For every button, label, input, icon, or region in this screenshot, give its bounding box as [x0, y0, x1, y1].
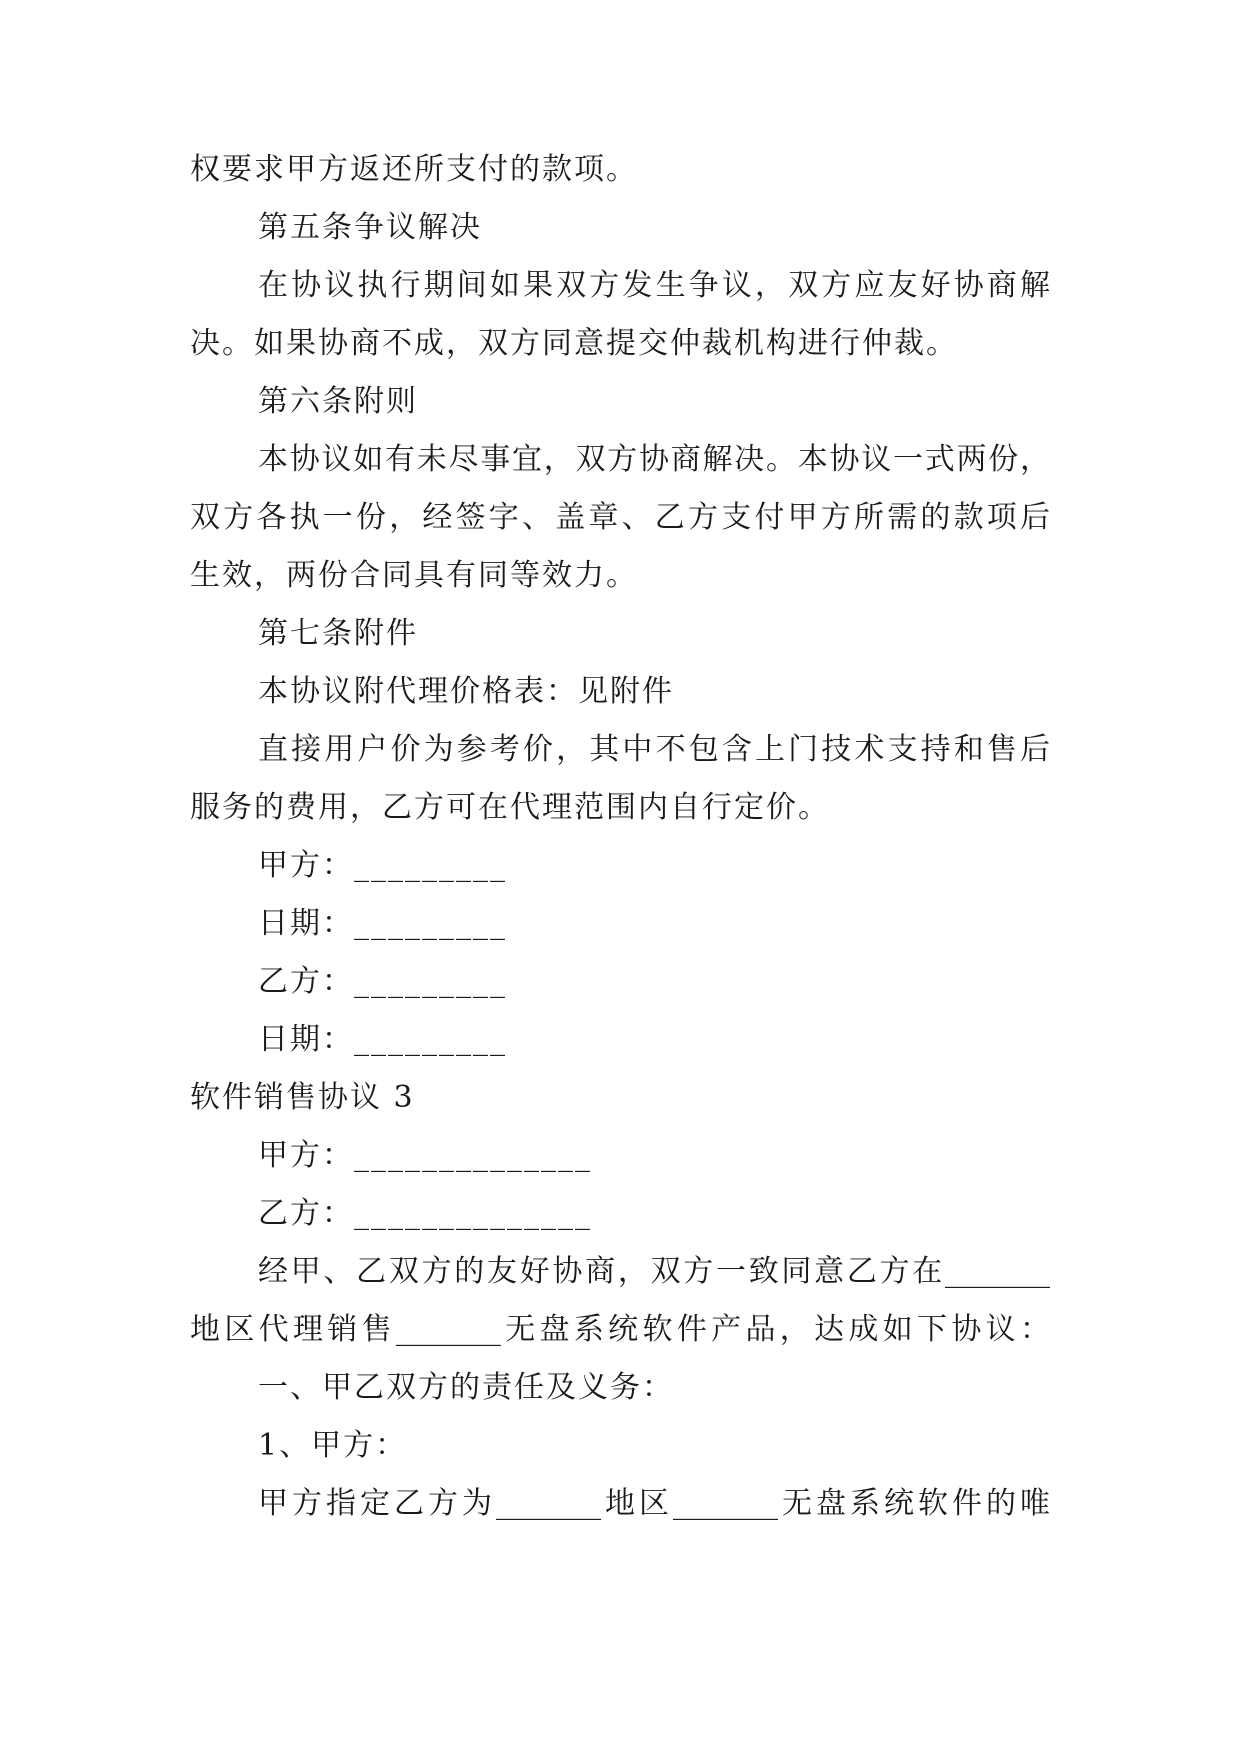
text-line: 地区代理销售_______无盘系统软件产品，达成如下协议： — [190, 1312, 1050, 1347]
text-line: 服务的费用，乙方可在代理范围内自行定价。 — [190, 790, 830, 825]
signature-date-b: 日期：_________ — [258, 1022, 507, 1057]
signature-party-b: 乙方：_________ — [258, 964, 507, 999]
text-line: 经甲、乙双方的友好协商，双方一致同意乙方在_______ — [258, 1254, 1050, 1289]
text-line: 权要求甲方返还所支付的款项。 — [190, 152, 638, 187]
party-a-field: 甲方：______________ — [258, 1138, 592, 1173]
text-line: 在协议执行期间如果双方发生争议，双方应友好协商解 — [258, 268, 1050, 303]
document-title: 软件销售协议 3 — [190, 1080, 415, 1115]
signature-date-a: 日期：_________ — [258, 906, 507, 941]
text-line: 生效，两份合同具有同等效力。 — [190, 558, 638, 593]
section-heading-6: 第六条附则 — [258, 384, 418, 419]
subsection-heading: 1、甲方： — [258, 1428, 408, 1463]
text-line: 直接用户价为参考价，其中不包含上门技术支持和售后 — [258, 732, 1050, 767]
text-line: 本协议附代理价格表：见附件 — [258, 674, 674, 709]
text-line: 甲方指定乙方为_______地区_______无盘系统软件的唯 — [258, 1486, 1050, 1521]
signature-party-a: 甲方：_________ — [258, 848, 507, 883]
section-heading-1: 一、甲乙双方的责任及义务： — [258, 1370, 674, 1405]
text-line: 本协议如有未尽事宜，双方协商解决。本协议一式两份， — [258, 442, 1050, 477]
text-line: 决。如果协商不成，双方同意提交仲裁机构进行仲裁。 — [190, 326, 958, 361]
party-b-field: 乙方：______________ — [258, 1196, 592, 1231]
section-heading-5: 第五条争议解决 — [258, 210, 482, 245]
text-line: 双方各执一份，经签字、盖章、乙方支付甲方所需的款项后 — [190, 500, 1050, 535]
section-heading-7: 第七条附件 — [258, 616, 418, 651]
